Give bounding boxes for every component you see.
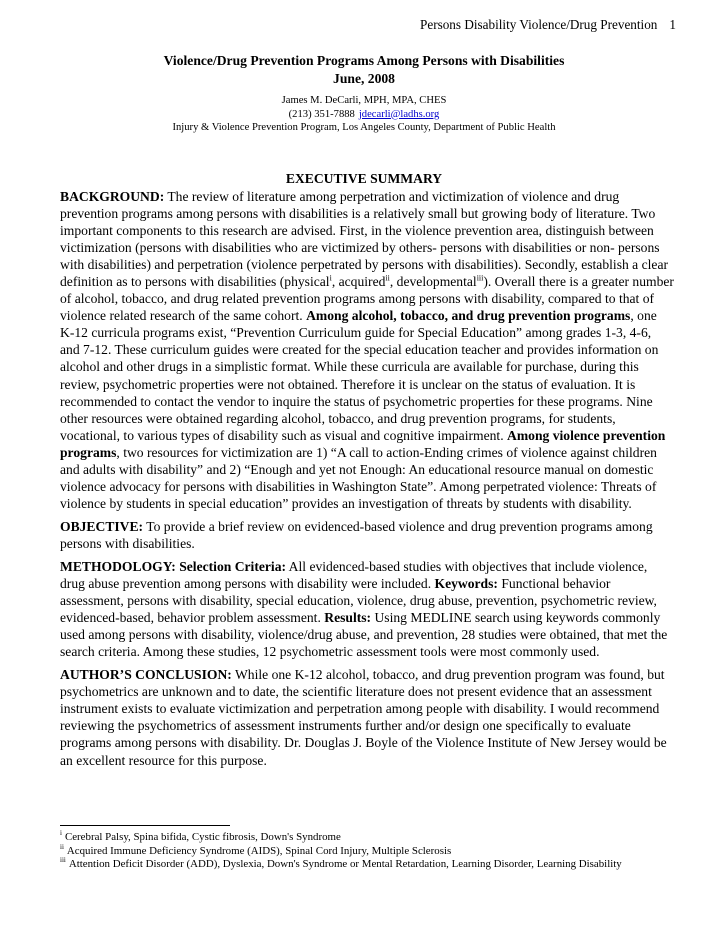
page-number: 1 [669, 17, 676, 32]
footnote-ref-i: i [329, 273, 332, 283]
author-email-link[interactable]: jdecarli@ladhs.org [358, 108, 440, 120]
methodology-paragraph: METHODOLOGY: Selection Criteria: All evidenced-based studies with objectives that include violence, drug abuse prevention among persons with disability were included. Keywords: Functional behavior assessment, persons with disability, special education, violence, drug abuse, prevention, psychometric review, evidenced-based, behavior problem assessment. Results: Using MEDLINE search using keywords commonly used among persons with disability, violence/drug abuse, and prevention, 28 studies were obtained, that met the search criteria. Among these studies, 12 psychometric assessment tools were most commonly used. [60, 558, 668, 660]
keywords-label: Keywords: [434, 576, 498, 592]
footnote-divider [60, 825, 230, 826]
author-name: James M. DeCarli, MPH, MPA, CHES [281, 95, 447, 106]
conclusion-label: AUTHOR’S CONCLUSION: [60, 667, 232, 683]
footnote-ii: $^{ii}$ Acquired Immune Deficiency Syndrome (AIDS), Spinal Cord Injury, Multiple Sclerosis [60, 842, 452, 857]
results-label: Results: [324, 610, 372, 626]
title-block [0, 52, 728, 135]
objective-paragraph: OBJECTIVE: To provide a brief review on evidenced-based violence and drug prevention programs among persons with disabilities. [60, 518, 653, 551]
conclusion-paragraph: AUTHOR’S CONCLUSION: While one K-12 alcohol, tobacco, and drug prevention program was found, but psychometrics are unknown and to date, the scientific literature does not present evidence that an assessment instrument exists to evaluate victimization and perpetration among people with disability. I would recommend reviewing the psychometrics of assessment instruments further and/or design one specifically to evaluate programs among persons with disability. Dr. Douglas J. Boyle of the Violence Institute of New Jersey would be an excellent resource for this purpose. [60, 667, 667, 768]
author-affiliation: Injury & Violence Prevention Program, Los Angeles County, Department of Public Health [172, 122, 556, 133]
summary-body [60, 188, 674, 775]
footnotes [60, 831, 660, 872]
background-label: BACKGROUND: [60, 189, 165, 204]
violence-programs-label: Among violence prevention programs [60, 427, 666, 460]
alcohol-programs-label: Among alcohol, tobacco, and drug prevention programs [306, 308, 631, 324]
executive-summary-heading: EXECUTIVE SUMMARY [285, 171, 443, 186]
footnote-i: $^i$ Cerebral Palsy, Spina bifida, Cystic fibrosis, Down's Syndrome [60, 829, 341, 843]
running-title: Persons Disability Violence/Drug Prevention [420, 17, 658, 32]
objective-label: OBJECTIVE: [60, 518, 144, 534]
document-title: Violence/Drug Prevention Programs Among Persons with Disabilities [163, 53, 565, 68]
footnote-ref-ii: ii [385, 273, 390, 283]
author-contact [0, 108, 728, 122]
footnote-iii: $^{iii}$ Attention Deficit Disorder (ADD), Dyslexia, Down's Syndrome or Mental Retardation, Learning Disorder, Learning Disability [60, 856, 622, 870]
author-phone: (213) 351-7888 [288, 108, 355, 120]
footnote-ref-iii: iii [476, 273, 484, 283]
document-date: June, 2008 [333, 71, 395, 86]
running-header [420, 17, 676, 33]
methodology-label: METHODOLOGY: Selection Criteria: [60, 558, 287, 574]
background-paragraph: BACKGROUND: The review of literature among perpetration and victimization of violence and drug prevention programs among persons with disabilities is a relatively small but growing body of literature. Two important components to this research are advised. First, in the violence prevention area, distinguish between victimization (persons with disabilities who are victimized by others- persons with disabilities or non- persons with disabilities) and perpetration (violence perpetrated by persons with disabilities). Secondly, establish a clear definition as to persons with disabilities (physical$^i$, acquired$^{ii}$, developmental$^{iii}$). Overall there is a greater number of alcohol, tobacco, and drug related prevention programs among persons with disability, compared to that of violence related research of the same cohort. Among alcohol, tobacco, and drug prevention programs, one K-12 curricula programs exist, “Prevention Curriculum guide for Special Education” among grades 1-3, 4-6, and 7-12. These curriculum guides were created for the special education teacher and provides information on alcohol and other drugs in a simplistic format. While these curricula are available for purchase, during this review, psychometric properties were not obtained. Therefore it is unclear on the status of evaluation. It is recommended to contact the vendor to inquire the status of psychometric properties for these programs. Nine other resources were obtained regarding alcohol, tobacco, and drug prevention programs, for students, vocational, to various types of disability such as visual and cognitive impairment. Among violence prevention programs, two resources for victimization are 1) “A call to action-Ending crimes of violence against children and adults with disability” and 2) “Enough and yet not Enough: An educational resource manual on domestic violence advocacy for persons with disabilities in Washington State”. Among perpetrated violence: Threats of violence by students in special education” provides an investigation of threats by students with disability. [60, 189, 674, 511]
